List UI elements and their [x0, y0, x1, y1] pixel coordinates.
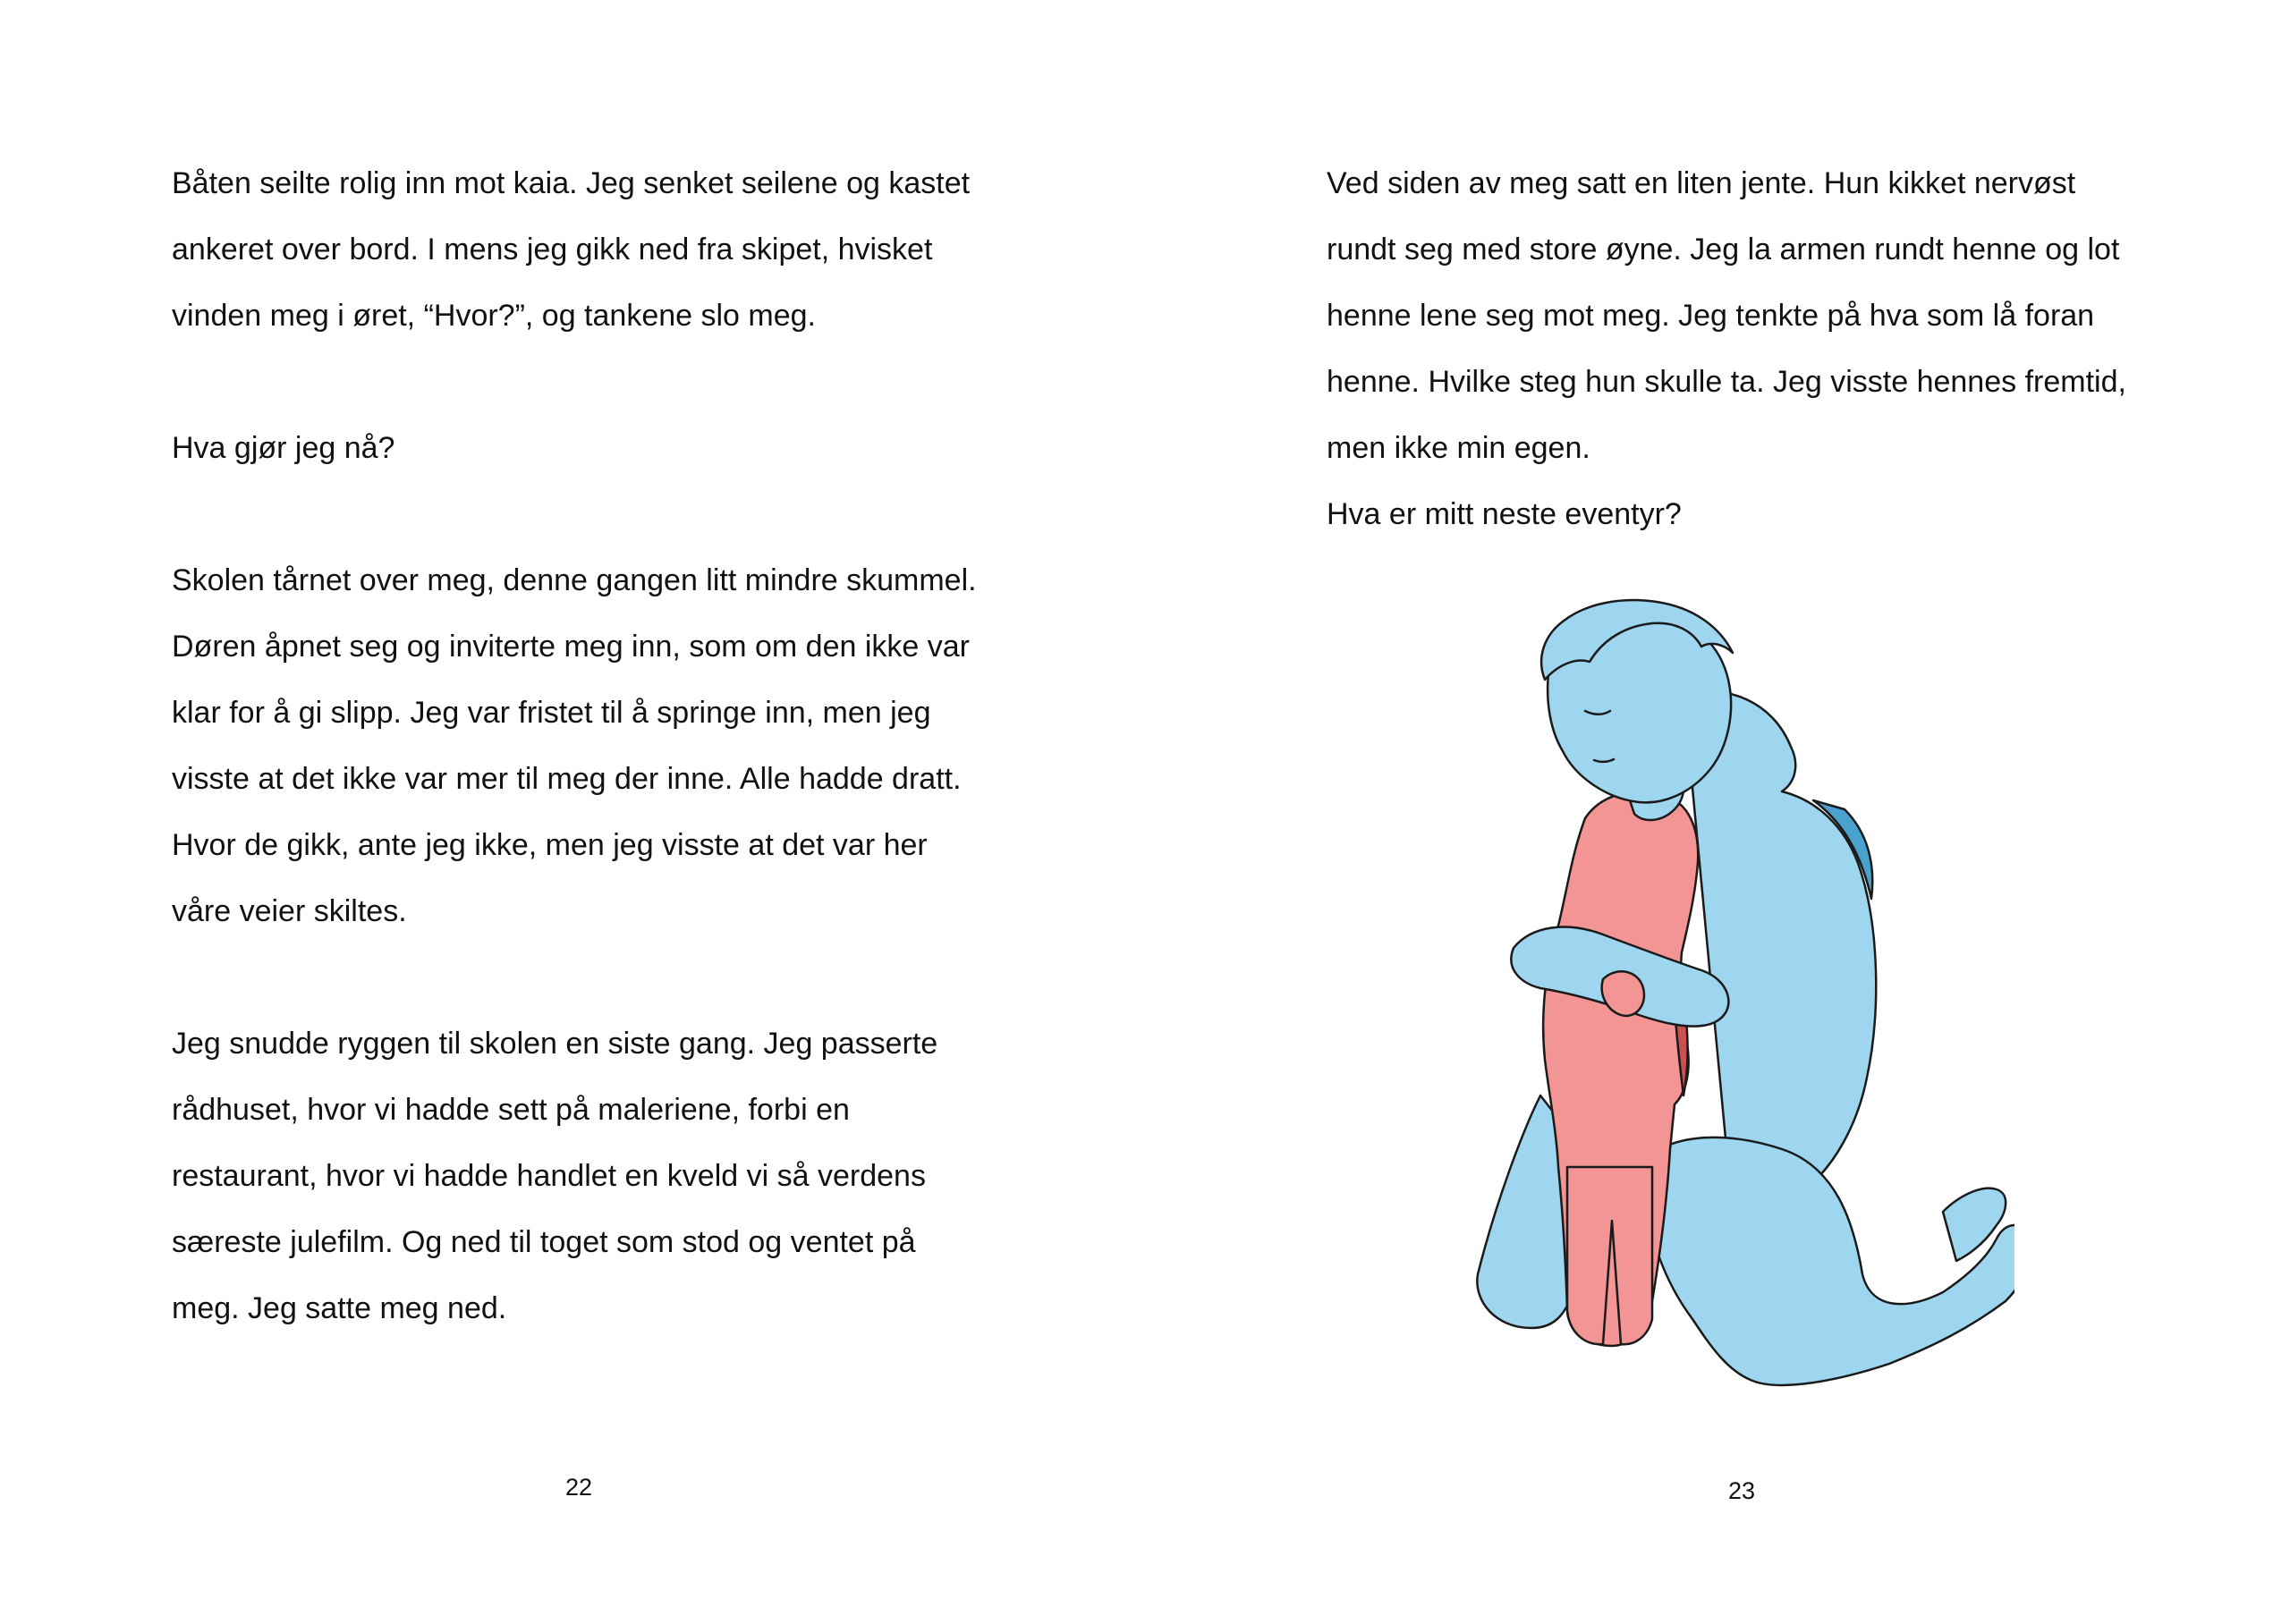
- text-line: restaurant, hvor vi hadde handlet en kveld vi så verdens: [172, 1159, 926, 1193]
- hug-illustration: [1460, 595, 2014, 1435]
- text-line: Hva er mitt neste eventyr?: [1327, 497, 1682, 531]
- text-line: våre veier skiltes.: [172, 894, 407, 928]
- text-line: Hvor de gikk, ante jeg ikke, men jeg visste at det var her: [172, 828, 928, 862]
- text-line: Båten seilte rolig inn mot kaia. Jeg senket seilene og kastet: [172, 166, 971, 200]
- page-number: 23: [1727, 1477, 1756, 1504]
- paragraph-gap: [172, 481, 1030, 547]
- text-line: rundt seg med store øyne. Jeg la armen rundt henne og lot: [1327, 233, 2120, 266]
- adult-leg: [1639, 1138, 2014, 1385]
- text-line: Skolen tårnet over meg, denne gangen litt mindre skummel.: [172, 563, 977, 597]
- text-line: henne lene seg mot meg. Jeg tenkte på hva som lå foran: [1327, 299, 2095, 333]
- text-line: særeste julefilm. Og ned til toget som stod og ventet på: [172, 1225, 916, 1259]
- left-page-text: [172, 150, 1030, 1341]
- right-page-text: [1327, 150, 2185, 547]
- text-line: henne. Hvilke steg hun skulle ta. Jeg visste hennes fremtid,: [1327, 365, 2126, 399]
- right-page: [1145, 0, 2290, 1624]
- adult-back: [1684, 691, 1876, 1213]
- text-line: Jeg snudde ryggen til skolen en siste gang. Jeg passerte: [172, 1027, 938, 1061]
- text-line: klar for å gi slipp. Jeg var fristet til å springe inn, men jeg: [172, 696, 931, 730]
- text-line: meg. Jeg satte meg ned.: [172, 1291, 507, 1325]
- text-line: Hva gjør jeg nå?: [172, 431, 395, 465]
- text-line: visste at det ikke var mer til meg der inne. Alle hadde dratt.: [172, 762, 962, 796]
- paragraph-gap: [172, 349, 1030, 415]
- text-line: Døren åpnet seg og inviterte meg inn, som om den ikke var: [172, 630, 970, 664]
- paragraph-gap: [172, 944, 1030, 1011]
- page-number: 22: [564, 1474, 593, 1501]
- text-line: vinden meg i øret, “Hvor?”, og tankene slo meg.: [172, 299, 816, 333]
- text-line: Ved siden av meg satt en liten jente. Hun kikket nervøst: [1327, 166, 2076, 200]
- text-line: men ikke min egen.: [1327, 431, 1590, 465]
- text-line: rådhuset, hvor vi hadde sett på maleriene, forbi en: [172, 1093, 850, 1127]
- text-line: ankeret over bord. I mens jeg gikk ned fra skipet, hvisket: [172, 233, 933, 266]
